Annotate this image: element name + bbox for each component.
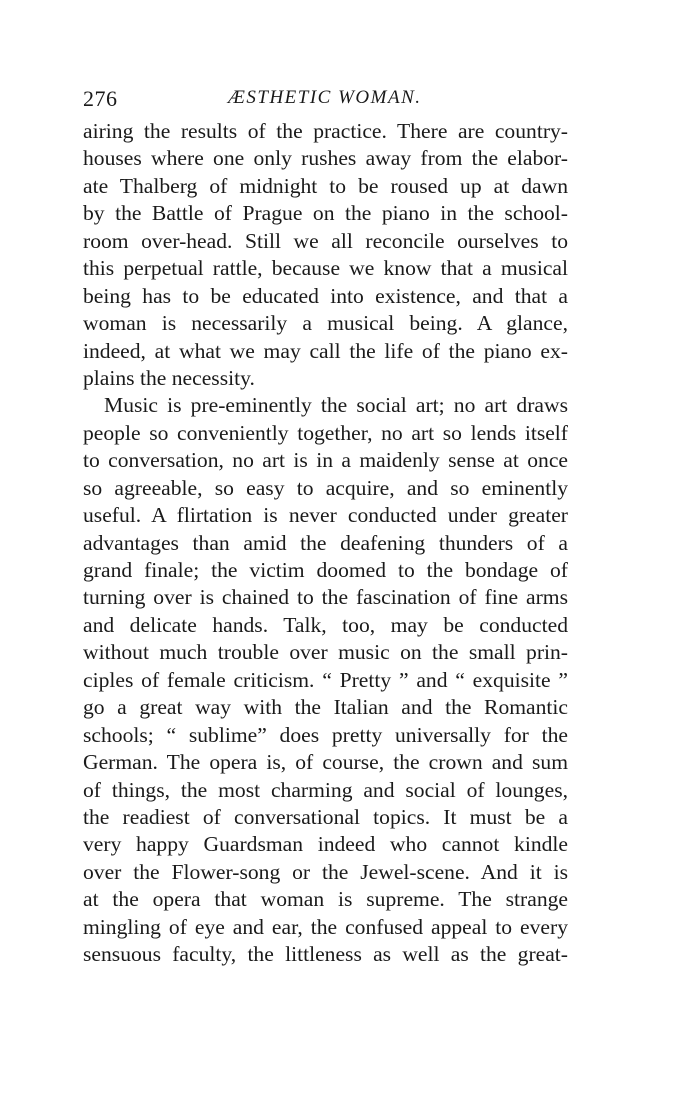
text-line: turning over is chained to the fascination of fine arms <box>83 585 568 610</box>
text-line: without much trouble over music on the small prin- <box>83 640 568 665</box>
text-line: very happy Guardsman indeed who cannot kindle <box>83 832 568 857</box>
text-line: airing the results of the practice. There are country- <box>83 119 568 143</box>
text-line: at the opera that woman is supreme. The strange <box>83 887 568 912</box>
text-line: houses where one only rushes away from the elabor- <box>83 146 568 171</box>
book-page <box>83 86 568 969</box>
text-line: over the Flower-song or the Jewel-scene. And it is <box>83 859 568 884</box>
text-line: advantages than amid the deafening thunders of a <box>83 530 568 555</box>
text-line: indeed, at what we may call the life of the piano ex- <box>83 338 568 363</box>
text-line: of things, the most charming and social of lounges, <box>83 777 568 802</box>
text-line: sensuous faculty, the littleness as well as the great- <box>83 942 568 967</box>
running-title: ÆSTHETIC WOMAN. <box>228 87 422 108</box>
text-line: plains the necessity. <box>83 365 255 390</box>
text-line: by the Battle of Prague on the piano in the school- <box>83 201 568 226</box>
text-line: schools; “ sublime” does pretty universally for the <box>83 722 568 747</box>
text-line: grand finale; the victim doomed to the bondage of <box>83 558 568 582</box>
text-line: people so conveniently together, no art so lends itself <box>83 420 568 445</box>
text-line: woman is necessarily a musical being. A glance, <box>83 311 568 336</box>
body-text <box>83 118 568 969</box>
text-line: room over-head. Still we all reconcile ourselves to <box>83 228 568 253</box>
text-line: Music is pre-eminently the social art; no art draws <box>104 393 568 418</box>
page-header <box>83 86 568 118</box>
text-line: useful. A flirtation is never conducted under greater <box>83 503 568 528</box>
text-line: and delicate hands. Talk, too, may be conducted <box>83 612 568 637</box>
text-line: German. The opera is, of course, the crown and sum <box>83 750 568 775</box>
text-line: ate Thalberg of midnight to be roused up at dawn <box>83 173 568 198</box>
text-line: to conversation, no art is in a maidenly sense at once <box>83 448 568 473</box>
text-line: the readiest of conversational topics. It must be a <box>83 804 568 829</box>
text-line: so agreeable, so easy to acquire, and so eminently <box>83 475 568 500</box>
page-number: 276 <box>83 86 118 111</box>
text-line: this perpetual rattle, because we know that a musical <box>83 256 568 281</box>
text-line: ciples of female criticism. “ Pretty ” and “ exquisite ” <box>83 667 568 692</box>
text-line: go a great way with the Italian and the Romantic <box>83 695 568 720</box>
text-line: being has to be educated into existence, and that a <box>83 283 568 308</box>
text-line: mingling of eye and ear, the confused appeal to every <box>83 914 568 939</box>
